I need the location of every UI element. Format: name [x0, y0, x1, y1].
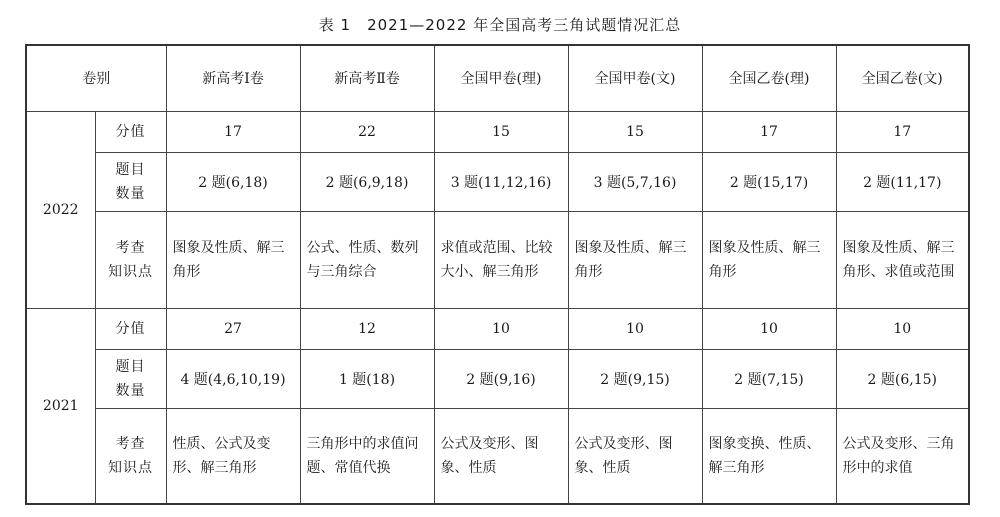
table-row — [26, 349, 969, 408]
table-cell: 三角形中的求值问题、常值代换 — [300, 408, 434, 504]
table-cell: 2 题(7,15) — [702, 349, 836, 408]
table-cell: 公式及变形、图象、性质 — [434, 408, 568, 504]
summary-table — [25, 44, 970, 505]
table-cell: 17 — [836, 111, 969, 152]
header-cell: 卷别 — [26, 45, 166, 111]
year-cell: 2021 — [26, 308, 95, 504]
table-cell: 27 — [166, 308, 300, 349]
table-cell: 图象及性质、解三角形、求值或范围 — [836, 211, 969, 308]
table-cell: 公式及变形、图象、性质 — [568, 408, 702, 504]
table-cell: 10 — [836, 308, 969, 349]
table-cell: 公式、性质、数列与三角综合 — [300, 211, 434, 308]
table-cell: 2 题(6,18) — [166, 152, 300, 211]
table-cell: 3 题(5,7,16) — [568, 152, 702, 211]
header-cell: 全国甲卷(理) — [434, 45, 568, 111]
table-cell: 图象及性质、解三角形 — [568, 211, 702, 308]
table-caption: 表 1 2021—2022 年全国高考三角试题情况汇总 — [318, 16, 682, 34]
row-label: 考查 知识点 — [95, 408, 166, 504]
table-cell: 求值或范围、比较大小、解三角形 — [434, 211, 568, 308]
table-cell: 17 — [166, 111, 300, 152]
row-label: 题目 数量 — [95, 152, 166, 211]
header-row — [26, 45, 969, 111]
row-label: 分值 — [95, 308, 166, 349]
header-cell: 全国甲卷(文) — [568, 45, 702, 111]
table-cell: 2 题(9,16) — [434, 349, 568, 408]
table-cell: 2 题(11,17) — [836, 152, 969, 211]
table-row — [26, 152, 969, 211]
table-cell: 2 题(15,17) — [702, 152, 836, 211]
table-cell: 2 题(9,15) — [568, 349, 702, 408]
table-cell: 10 — [702, 308, 836, 349]
table-cell: 10 — [568, 308, 702, 349]
table-cell: 2 题(6,9,18) — [300, 152, 434, 211]
table-cell: 12 — [300, 308, 434, 349]
row-label: 题目 数量 — [95, 349, 166, 408]
table-cell: 图象变换、性质、解三角形 — [702, 408, 836, 504]
year-cell: 2022 — [26, 111, 95, 308]
table-cell: 10 — [434, 308, 568, 349]
table-cell: 图象及性质、解三角形 — [702, 211, 836, 308]
table-cell: 1 题(18) — [300, 349, 434, 408]
table-cell: 公式及变形、三角形中的求值 — [836, 408, 969, 504]
table-cell: 3 题(11,12,16) — [434, 152, 568, 211]
table-cell: 17 — [702, 111, 836, 152]
header-cell: 新高考Ⅱ卷 — [300, 45, 434, 111]
table-cell: 15 — [434, 111, 568, 152]
row-label: 分值 — [95, 111, 166, 152]
header-cell: 全国乙卷(文) — [836, 45, 969, 111]
table-cell: 图象及性质、解三角形 — [166, 211, 300, 308]
header-cell: 新高考Ⅰ卷 — [166, 45, 300, 111]
table-cell: 4 题(4,6,10,19) — [166, 349, 300, 408]
header-cell: 全国乙卷(理) — [702, 45, 836, 111]
table-cell: 15 — [568, 111, 702, 152]
table-cell: 性质、公式及变形、解三角形 — [166, 408, 300, 504]
table-cell: 2 题(6,15) — [836, 349, 969, 408]
table-row — [26, 308, 969, 349]
table-row — [26, 211, 969, 308]
table-row — [26, 408, 969, 504]
row-label: 考查 知识点 — [95, 211, 166, 308]
table-row — [26, 111, 969, 152]
table-cell: 22 — [300, 111, 434, 152]
